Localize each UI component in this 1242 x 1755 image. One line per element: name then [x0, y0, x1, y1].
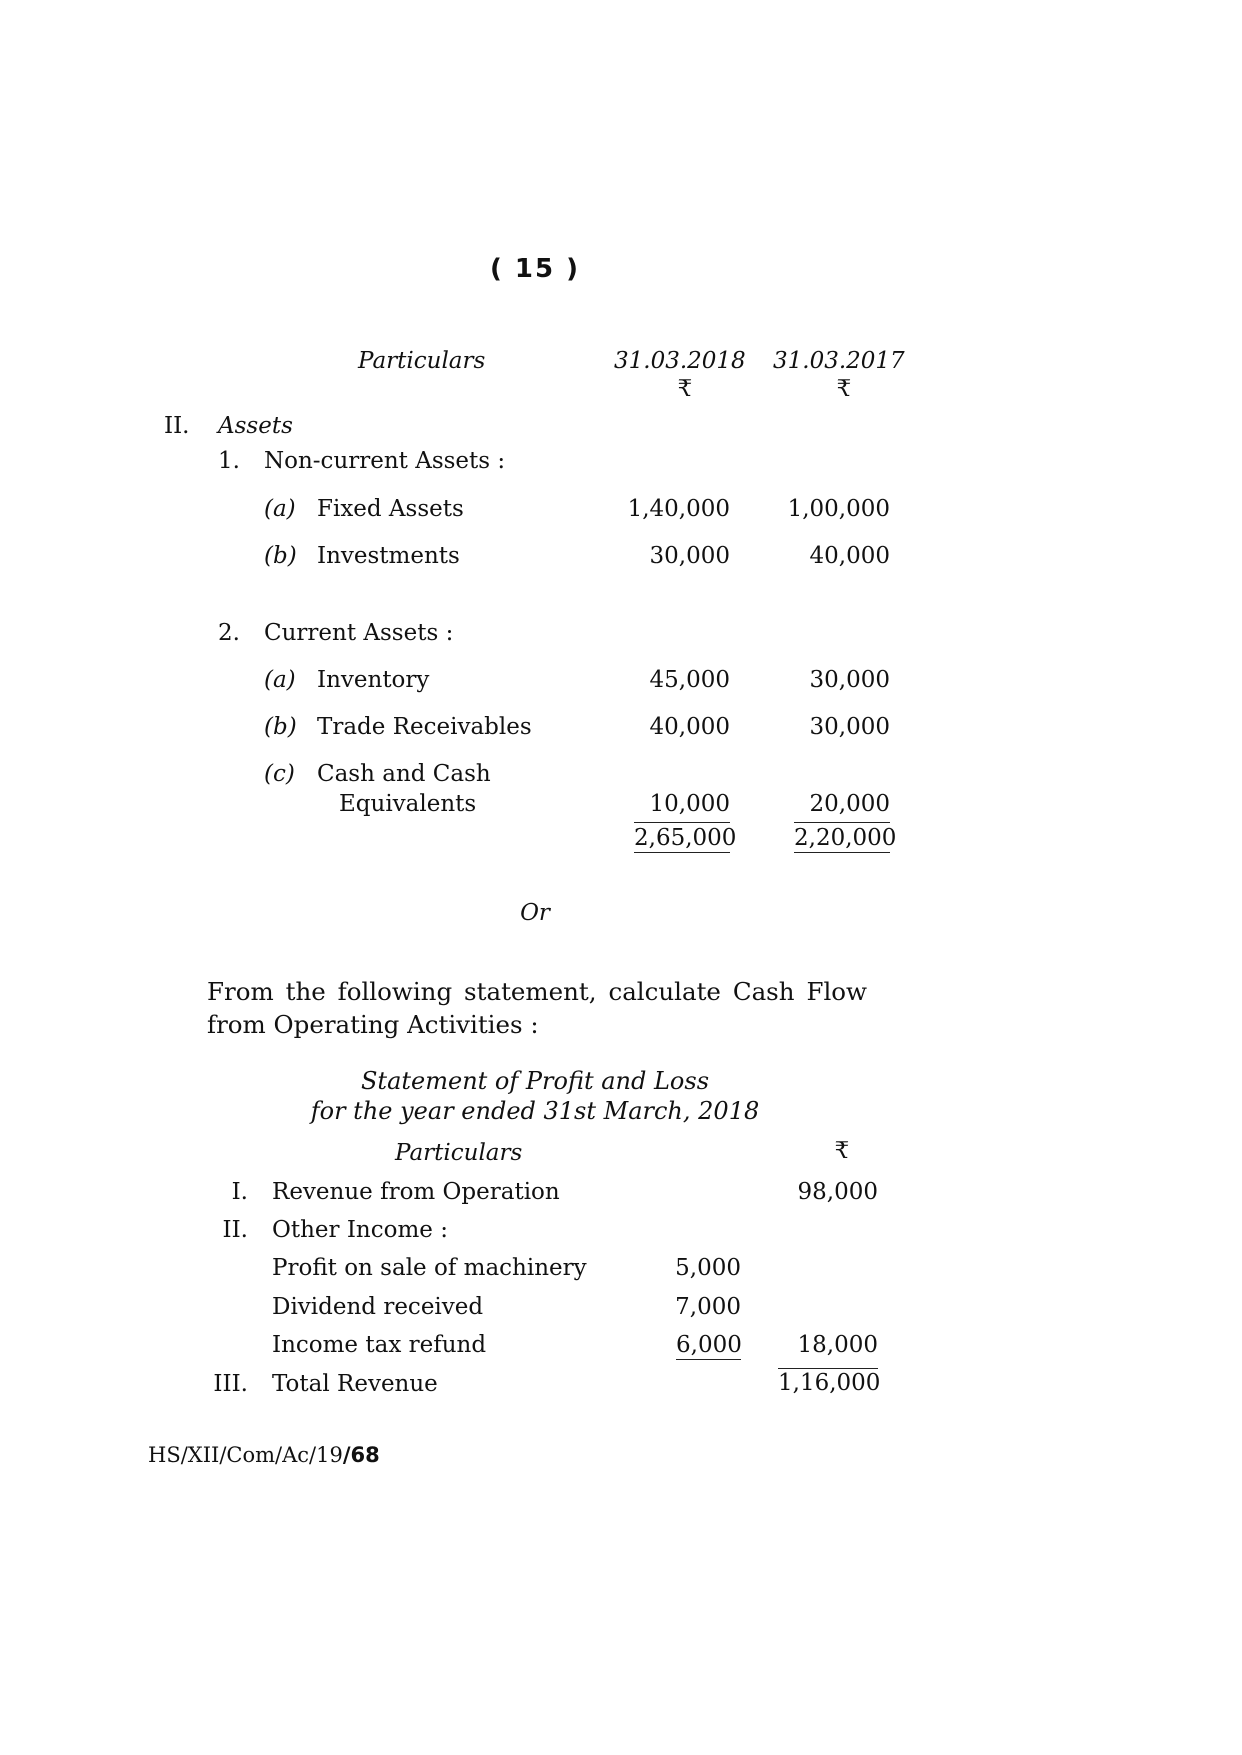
pl-title-line1: Statement of Profit and Loss	[360, 1067, 710, 1095]
pl-header-currency: ₹	[834, 1138, 850, 1164]
bs-section-title: Assets	[218, 413, 293, 439]
pl-row-label: Income tax refund	[272, 1332, 487, 1358]
bs-header-2017: 31.03.2017	[773, 348, 905, 374]
or-separator: Or	[520, 900, 550, 926]
question-text: From the following statement, calculate Cash Flow from Operating Activities :	[207, 977, 867, 1039]
pl-row-amount: 98,000	[797, 1179, 878, 1205]
pl-row-number: I.	[231, 1179, 248, 1205]
pl-row-label: Revenue from Operation	[272, 1179, 560, 1205]
pl-row-label: Dividend received	[272, 1294, 484, 1320]
bs-item-letter: (b)	[264, 714, 297, 740]
pl-row-amount: 18,000	[797, 1332, 878, 1358]
pl-row-subamount: 5,000	[675, 1255, 741, 1281]
bs-item-value-2018: 45,000	[649, 667, 730, 693]
pl-row-label: Total Revenue	[272, 1371, 438, 1397]
pl-row-number: III.	[213, 1371, 248, 1397]
bs-item-letter: (c)	[264, 761, 295, 787]
bs-group2-number: 2.	[218, 620, 240, 646]
pl-row-label: Other Income :	[272, 1217, 448, 1243]
pl-header-particulars: Particulars	[395, 1140, 523, 1166]
bs-item-value-2018: 40,000	[649, 714, 730, 740]
bs-total-2018: 2,65,000	[634, 822, 730, 853]
bs-item-letter: (b)	[264, 543, 297, 569]
bs-item-label: Trade Receivables	[317, 714, 532, 740]
bs-item-label: Investments	[317, 543, 460, 569]
bs-item-value-2017: 30,000	[809, 714, 890, 740]
bs-item-value-2018: 30,000	[649, 543, 730, 569]
bs-header-2018: 31.03.2018	[614, 348, 746, 374]
bs-item-value-2017: 40,000	[809, 543, 890, 569]
bs-header-particulars: Particulars	[358, 348, 486, 374]
pl-row-subamount: 6,000	[676, 1332, 742, 1358]
bs-section-number: II.	[164, 413, 190, 439]
bs-item-label: Fixed Assets	[317, 496, 464, 522]
footer-code-bold: /68	[342, 1443, 380, 1467]
bs-item-letter: (a)	[264, 667, 296, 693]
footer-code	[148, 1442, 380, 1468]
footer-code-text: HS/XII/Com/Ac/19	[148, 1443, 343, 1467]
pl-row-label: Profit on sale of machinery	[272, 1255, 587, 1281]
pl-total-revenue: 1,16,000	[778, 1370, 881, 1396]
bs-total-2017: 2,20,000	[794, 822, 890, 853]
bs-item-value-2017: 30,000	[809, 667, 890, 693]
pl-row-number: II.	[222, 1217, 248, 1243]
bs-item-label: Cash and Cash	[317, 761, 491, 787]
bs-item-value-2018: 1,40,000	[627, 496, 730, 522]
page-number: ( 15 )	[489, 254, 581, 284]
bs-item-label: Inventory	[317, 667, 430, 693]
bs-item-value-2018: 10,000	[649, 791, 730, 817]
bs-item-letter: (a)	[264, 496, 296, 522]
bs-item-value-2017: 20,000	[809, 791, 890, 817]
pl-row-subamount: 7,000	[675, 1294, 741, 1320]
bs-currency-2018: ₹	[677, 376, 693, 402]
bs-group1-title: Non-current Assets :	[264, 448, 506, 474]
bs-item-value-2017: 1,00,000	[787, 496, 890, 522]
bs-item-label-continued: Equivalents	[339, 791, 477, 817]
bs-group1-number: 1.	[218, 448, 240, 474]
bs-currency-2017: ₹	[836, 376, 852, 402]
pl-title-line2: for the year ended 31st March, 2018	[310, 1097, 760, 1125]
bs-group2-title: Current Assets :	[264, 620, 454, 646]
